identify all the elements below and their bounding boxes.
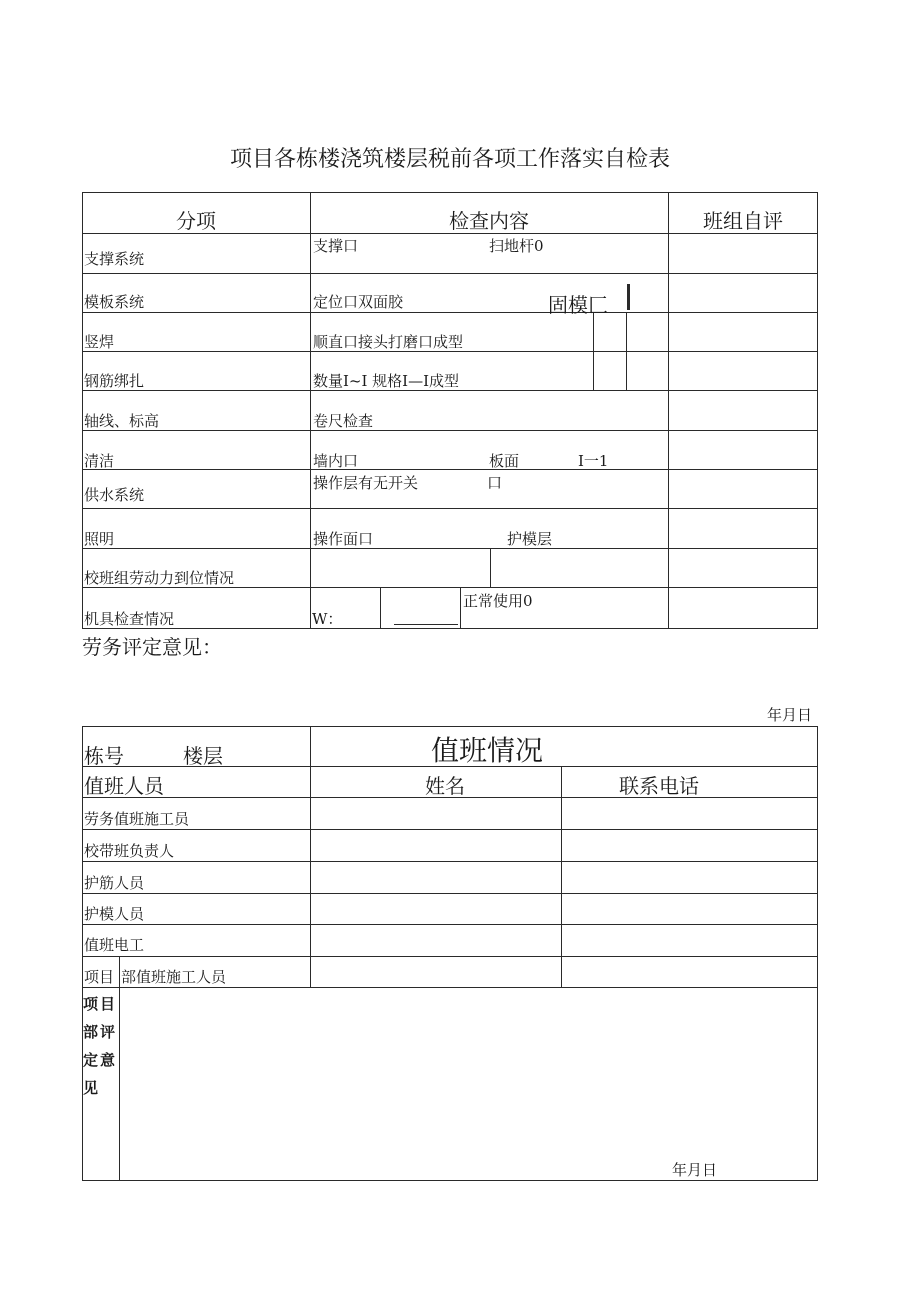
staff-header: 值班人员 [84,774,164,798]
page-title: 项目各栋楼浇筑楼层税前各项工作落实自检表 [229,147,670,172]
project-opinion-label: 定意 [83,1051,118,1069]
date-label: 年月日 [767,706,813,724]
check-item: 正常使用0 [463,592,533,610]
row-category: 支撑系统 [84,250,145,268]
check-item: 操作层有无开关 [313,474,419,492]
check-item: 顺直口接头打磨口成型 [313,333,464,351]
row-category: 竖焊 [84,333,115,351]
duty-row-label: 护筋人员 [84,874,145,892]
check-item: 护模层 [507,530,553,548]
row-category: 供水系统 [84,486,145,504]
row-category: 机具检查情况 [84,610,175,628]
check-item: W： [312,610,343,628]
check-item: I一1 [578,452,609,470]
check-item: 操作面口 [313,530,374,548]
row-category: 轴线、标高 [84,412,160,430]
floor-label: 楼层 [183,744,223,768]
duty-title: 值班情况 [430,734,543,767]
row-category: 模板系统 [84,293,145,311]
labor-opinion-label: 劳务评定意见： [82,635,222,659]
duty-row-label: 护模人员 [84,905,145,923]
row-category: 钢筋绑扎 [84,372,145,390]
duty-row-label: 值班电工 [84,936,145,954]
check-item: 板面 [489,452,520,470]
check-item: 数量I~I 规格I—I成型 [313,372,460,390]
duty-row-label: 部值班施工人员 [121,968,227,986]
check-item: 卷尺检查 [313,412,374,430]
check-item: 支撑口 [313,237,359,255]
duty-row-label: 劳务值班施工员 [84,810,190,828]
row-category: 清洁 [84,452,115,470]
row-category: 校班组劳动力到位情况 [84,569,235,587]
check-item: 墙内口 [313,452,359,470]
check-item: 定位口双面胶 [313,293,404,311]
check-item: 扫地杆0 [489,237,544,255]
check-item: 固模匚 [548,293,608,317]
phone-header: 联系电话 [619,774,699,798]
header-category: 分项 [176,209,216,233]
duty-row-label: 项目 [84,968,115,986]
header-content: 检查内容 [449,209,529,233]
building-label: 栋号 [84,744,124,768]
project-opinion-label: 项目 [83,995,118,1013]
name-header: 姓名 [425,774,465,798]
project-opinion-label: 部评 [83,1023,118,1041]
duty-row-label: 校带班负责人 [84,842,175,860]
check-item: 口 [487,474,503,492]
header-self-eval: 班组自评 [703,209,783,233]
project-opinion-label: 见 [83,1079,101,1097]
row-category: 照明 [84,530,115,548]
date-label: 年月日 [672,1161,718,1179]
